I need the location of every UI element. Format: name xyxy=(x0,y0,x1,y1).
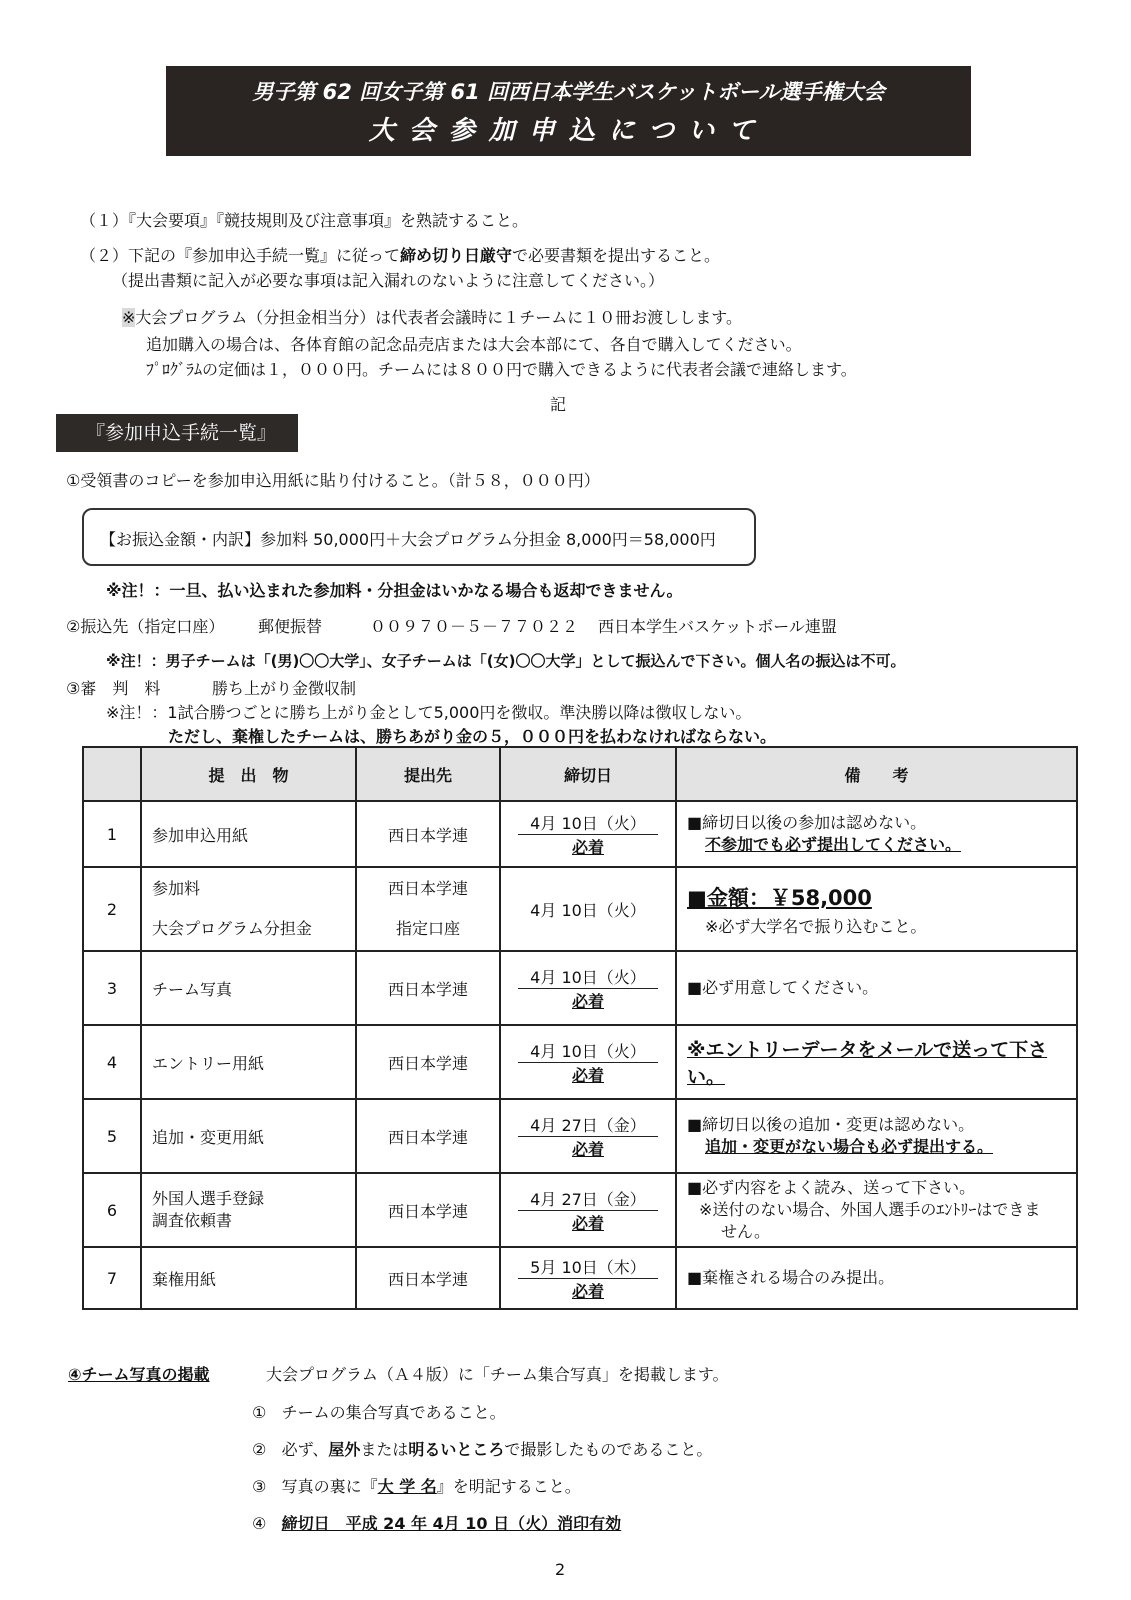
rule-text-bold: 明るいところ xyxy=(408,1440,505,1459)
table-row xyxy=(83,951,1077,1025)
row-item xyxy=(141,1173,356,1247)
rule-text-bold: 大 学 名 xyxy=(377,1477,437,1496)
remark-line: 不参加でも必ず提出してください。 xyxy=(705,835,962,854)
row-item-line: 外国人選手登録 xyxy=(152,1189,265,1208)
row-item: 参加申込用紙 xyxy=(141,801,356,867)
remark-line: ■締切日以後の参加は認めない。 xyxy=(687,813,927,832)
due-date: 4月 10日（火） xyxy=(530,900,646,920)
row-item-line: 参加料 xyxy=(152,879,201,898)
rule-text: で撮影したものであること。 xyxy=(504,1440,713,1459)
intro-item-2-suffix: で必要書類を提出すること。 xyxy=(512,246,721,265)
step2-note: ※注！：男子チームは「(男)〇〇大学」、女子チームは「(女)〇〇大学」として振込んで下さい。個人名の振込は不可。 xyxy=(106,652,906,670)
program-note-3: ﾌﾟﾛｸﾞﾗﾑの定価は１，０００円。チームには８００円で購入できるように代表者会議で連絡します。 xyxy=(146,360,857,379)
row-due xyxy=(500,1173,676,1247)
rule-text: 写真の裏に『 xyxy=(281,1477,378,1496)
row-dest-line: 西日本学連 xyxy=(387,879,468,898)
due-required: 必着 xyxy=(571,991,604,1011)
ki-mark: 記 xyxy=(550,395,567,414)
intro-item-2-deadline: 締め切り日厳守 xyxy=(400,246,513,265)
row-remarks xyxy=(676,1025,1077,1099)
title-line-2: 大会参加申込について xyxy=(368,116,769,146)
table-row xyxy=(83,867,1077,951)
row-no: 5 xyxy=(83,1099,141,1173)
table-row xyxy=(83,1099,1077,1173)
table-header-row xyxy=(83,747,1077,801)
row-due xyxy=(500,1025,676,1099)
rule-text: チームの集合写真であること。 xyxy=(281,1403,506,1422)
row-item: チーム写真 xyxy=(141,951,356,1025)
due-date: 4月 10日（火） xyxy=(518,811,658,835)
table-row xyxy=(83,1247,1077,1309)
payment-breakdown-text: 【お振込金額・内訳】参加料 50,000円＋大会プログラム分担金 8,000円＝58,000円 xyxy=(100,530,716,549)
row-item-line: 大会プログラム分担金 xyxy=(152,919,312,938)
step1-text: ①受領書のコピーを参加申込用紙に貼り付けること。（計５８，０００円） xyxy=(66,471,600,490)
section-title: 『参加申込手続一覧』 xyxy=(56,414,298,452)
row-remarks xyxy=(676,867,1077,951)
row-no: 4 xyxy=(83,1025,141,1099)
row-due xyxy=(500,951,676,1025)
row-remarks xyxy=(676,951,1077,1025)
row-remarks xyxy=(676,1173,1077,1247)
note-mark: ※ xyxy=(122,308,136,327)
step4-desc: 大会プログラム（Ａ４版）に「チーム集合写真」を掲載します。 xyxy=(266,1365,729,1384)
row-due xyxy=(500,801,676,867)
step2-label: ②振込先（指定口座） xyxy=(66,617,225,636)
rule-text: 必ず、 xyxy=(281,1440,329,1459)
due-date: 4月 10日（火） xyxy=(518,965,658,989)
row-remarks xyxy=(676,801,1077,867)
photo-rule-4 xyxy=(252,1511,621,1534)
row-due xyxy=(500,1099,676,1173)
title-banner xyxy=(166,66,971,156)
payment-breakdown-box xyxy=(82,508,756,566)
row-item: 棄権用紙 xyxy=(141,1247,356,1309)
row-due xyxy=(500,867,676,951)
rule-number: ③ xyxy=(252,1477,267,1496)
step3-note-1: ※注！：1試合勝つごとに勝ち上がり金として5,000円を徴収。準決勝以降は徴収しない。 xyxy=(106,703,752,722)
due-required: 必着 xyxy=(571,1281,604,1301)
row-item xyxy=(141,867,356,951)
remark-line: せん。 xyxy=(721,1222,770,1241)
due-date: 4月 27日（金） xyxy=(518,1187,658,1211)
photo-rule-2 xyxy=(252,1437,712,1460)
row-no: 6 xyxy=(83,1173,141,1247)
step2-method: 郵便振替 xyxy=(258,617,323,636)
row-dest: 西日本学連 xyxy=(356,951,500,1025)
step2-account: ００９７０－５－７７０２２ xyxy=(370,617,579,636)
intro-item-1: （１）『大会要項』『競技規則及び注意事項』を熟読すること。 xyxy=(80,211,529,230)
row-no: 2 xyxy=(83,867,141,951)
step3-label: ③審 判 料 xyxy=(66,679,161,698)
rule-text-bold: 締切日 平成 24 年 4月 10 日（火）消印有効 xyxy=(281,1514,622,1533)
program-note-1 xyxy=(122,305,742,328)
remark-entry-email: ※エントリーデータをメールで送って下さい。 xyxy=(687,1039,1048,1088)
row-dest-line: 指定口座 xyxy=(395,919,460,938)
row-no: 7 xyxy=(83,1247,141,1309)
remark-line: ※送付のない場合、外国人選手のｴﾝﾄﾘｰはできま xyxy=(699,1200,1041,1219)
remark-line: ※必ず大学名で振り込むこと。 xyxy=(705,917,927,936)
table-row xyxy=(83,1025,1077,1099)
intro-item-2 xyxy=(80,243,720,266)
rule-text: 』を明記すること。 xyxy=(436,1477,581,1496)
step3-desc: 勝ち上がり金徴収制 xyxy=(212,679,357,698)
row-remarks xyxy=(676,1099,1077,1173)
row-dest: 西日本学連 xyxy=(356,1173,500,1247)
row-dest: 西日本学連 xyxy=(356,1025,500,1099)
row-no: 3 xyxy=(83,951,141,1025)
row-dest: 西日本学連 xyxy=(356,1099,500,1173)
remark-line: ■締切日以後の追加・変更は認めない。 xyxy=(687,1115,975,1134)
due-date: 5月 10日（木） xyxy=(518,1255,658,1279)
rule-text: または xyxy=(360,1440,409,1459)
rule-text-bold: 屋外 xyxy=(328,1440,361,1459)
step4-label: ④チーム写真の掲載 xyxy=(68,1365,210,1384)
rule-number: ② xyxy=(252,1440,267,1459)
page-number: 2 xyxy=(555,1560,566,1579)
row-remarks xyxy=(676,1247,1077,1309)
step3-note-2: ただし、棄権したチームは、勝ちあがり金の５，０００円を払わなければならない。 xyxy=(168,727,777,746)
remark-amount: ■金額：￥58,000 xyxy=(687,886,872,910)
step2-payee: 西日本学生バスケットボール連盟 xyxy=(598,617,837,636)
header-remarks: 備 考 xyxy=(676,747,1077,801)
remark-line: ■棄権される場合のみ提出。 xyxy=(687,1268,895,1287)
row-item: エントリー用紙 xyxy=(141,1025,356,1099)
remark-line: ■必ず内容をよく読み、送って下さい。 xyxy=(687,1178,976,1197)
photo-rule-1 xyxy=(252,1400,506,1423)
row-no: 1 xyxy=(83,801,141,867)
due-date: 4月 27日（金） xyxy=(518,1113,658,1137)
row-item-line: 調査依頼書 xyxy=(152,1211,233,1230)
row-dest: 西日本学連 xyxy=(356,1247,500,1309)
program-note-2: 追加購入の場合は、各体育館の記念品売店または大会本部にて、各自で購入してください。 xyxy=(146,335,802,354)
remark-line: 追加・変更がない場合も必ず提出する。 xyxy=(705,1137,994,1156)
due-required: 必着 xyxy=(571,1065,604,1085)
row-dest xyxy=(356,867,500,951)
header-item: 提 出 物 xyxy=(141,747,356,801)
row-dest: 西日本学連 xyxy=(356,801,500,867)
submission-table xyxy=(82,746,1078,1310)
due-required: 必着 xyxy=(571,1139,604,1159)
table-row xyxy=(83,801,1077,867)
photo-rule-3 xyxy=(252,1474,581,1497)
due-required: 必着 xyxy=(571,837,604,857)
table-row xyxy=(83,1173,1077,1247)
due-required: 必着 xyxy=(571,1213,604,1233)
title-line-1: 男子第 62 回女子第 61 回西日本学生バスケットボール選手権大会 xyxy=(252,80,885,104)
header-no xyxy=(83,747,141,801)
row-item: 追加・変更用紙 xyxy=(141,1099,356,1173)
refund-warning: ※注！：一旦、払い込まれた参加料・分担金はいかなる場合も返却できません。 xyxy=(106,581,683,600)
intro-item-2-prefix: （２）下記の『参加申込手続一覧』に従って xyxy=(80,246,401,265)
row-due xyxy=(500,1247,676,1309)
due-date: 4月 10日（火） xyxy=(518,1039,658,1063)
header-dest: 提出先 xyxy=(356,747,500,801)
rule-number: ① xyxy=(252,1403,267,1422)
intro-item-2-note: （提出書類に記入が必要な事項は記入漏れのないように注意してください。） xyxy=(112,271,665,290)
header-due: 締切日 xyxy=(500,747,676,801)
program-note-1-text: 大会プログラム（分担金相当分）は代表者会議時に１チームに１０冊お渡しします。 xyxy=(135,308,742,327)
remark-line: ■必ず用意してください。 xyxy=(687,978,879,997)
rule-number: ④ xyxy=(252,1514,267,1533)
